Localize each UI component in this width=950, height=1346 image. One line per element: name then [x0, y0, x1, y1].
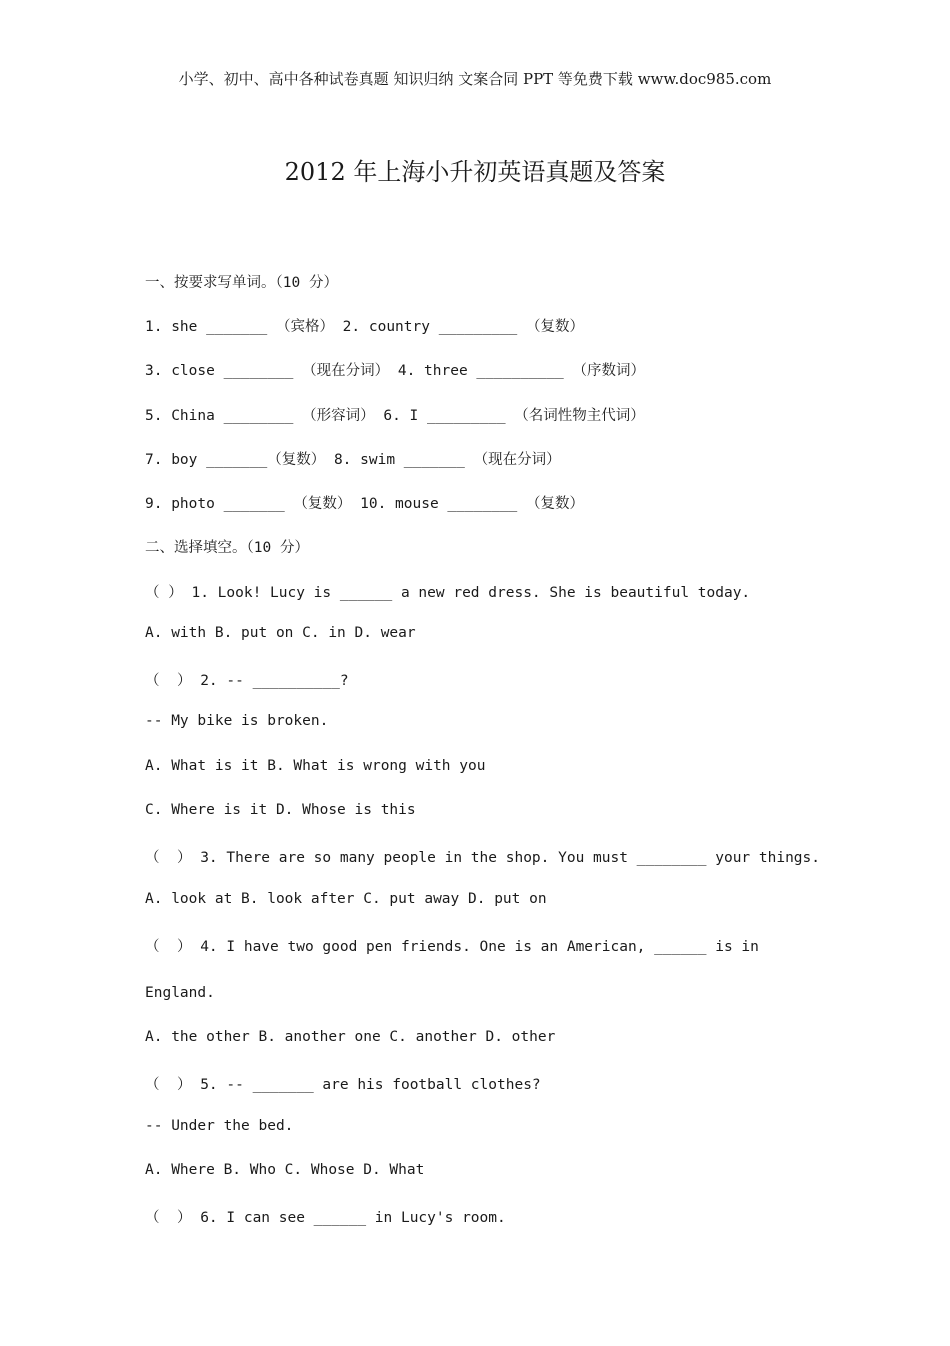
page-header: 小学、初中、高中各种试卷真题 知识归纳 文案合同 PPT 等免费下载 www.doc985.com [178, 70, 772, 88]
q2-3-options: A. look at B. look after C. put away D. put on [145, 891, 547, 907]
q2-2-options-1: A. What is it B. What is wrong with you [145, 758, 486, 774]
q2-2-options-2: C. Where is it D. Whose is this [145, 802, 416, 818]
q1-line-4: 7. boy _______（复数） 8. swim _______ （现在分词） [145, 452, 561, 468]
q2-4-question-cont: England. [145, 985, 215, 1001]
q2-6-question: （ ） 6. I can see ______ in Lucy's room. [145, 1210, 506, 1226]
q2-1-question: （ ） 1. Look! Lucy is ______ a new red dress. She is beautiful today. [145, 585, 751, 601]
q1-line-5: 9. photo _______ （复数） 10. mouse ________ （复数） [145, 496, 584, 512]
q2-2-question: （ ） 2. -- __________? [145, 673, 349, 689]
q2-5-question: （ ） 5. -- _______ are his football clothes? [145, 1077, 541, 1093]
q2-5-dialog: -- Under the bed. [145, 1118, 294, 1134]
page-title: 2012 年上海小升初英语真题及答案 [284, 158, 666, 186]
q2-5-options: A. Where B. Who C. Whose D. What [145, 1162, 425, 1178]
q2-1-options: A. with B. put on C. in D. wear [145, 625, 416, 641]
q1-line-3: 5. China ________ （形容词） 6. I _________ （名词性物主代词） [145, 408, 645, 424]
q2-4-options: A. the other B. another one C. another D. other [145, 1029, 556, 1045]
q2-2-dialog: -- My bike is broken. [145, 713, 329, 729]
q1-line-1: 1. she _______ （宾格） 2. country _________ （复数） [145, 319, 584, 335]
section-1-heading: 一、按要求写单词。（10 分） [145, 275, 338, 291]
q2-3-question: （ ） 3. There are so many people in the shop. You must ________ your things. [145, 850, 821, 866]
q1-line-2: 3. close ________ （现在分词） 4. three __________ （序数词） [145, 363, 645, 379]
q2-4-question: （ ） 4. I have two good pen friends. One is an American, ______ is in [145, 939, 759, 955]
section-2-heading: 二、选择填空。（10 分） [145, 540, 309, 556]
